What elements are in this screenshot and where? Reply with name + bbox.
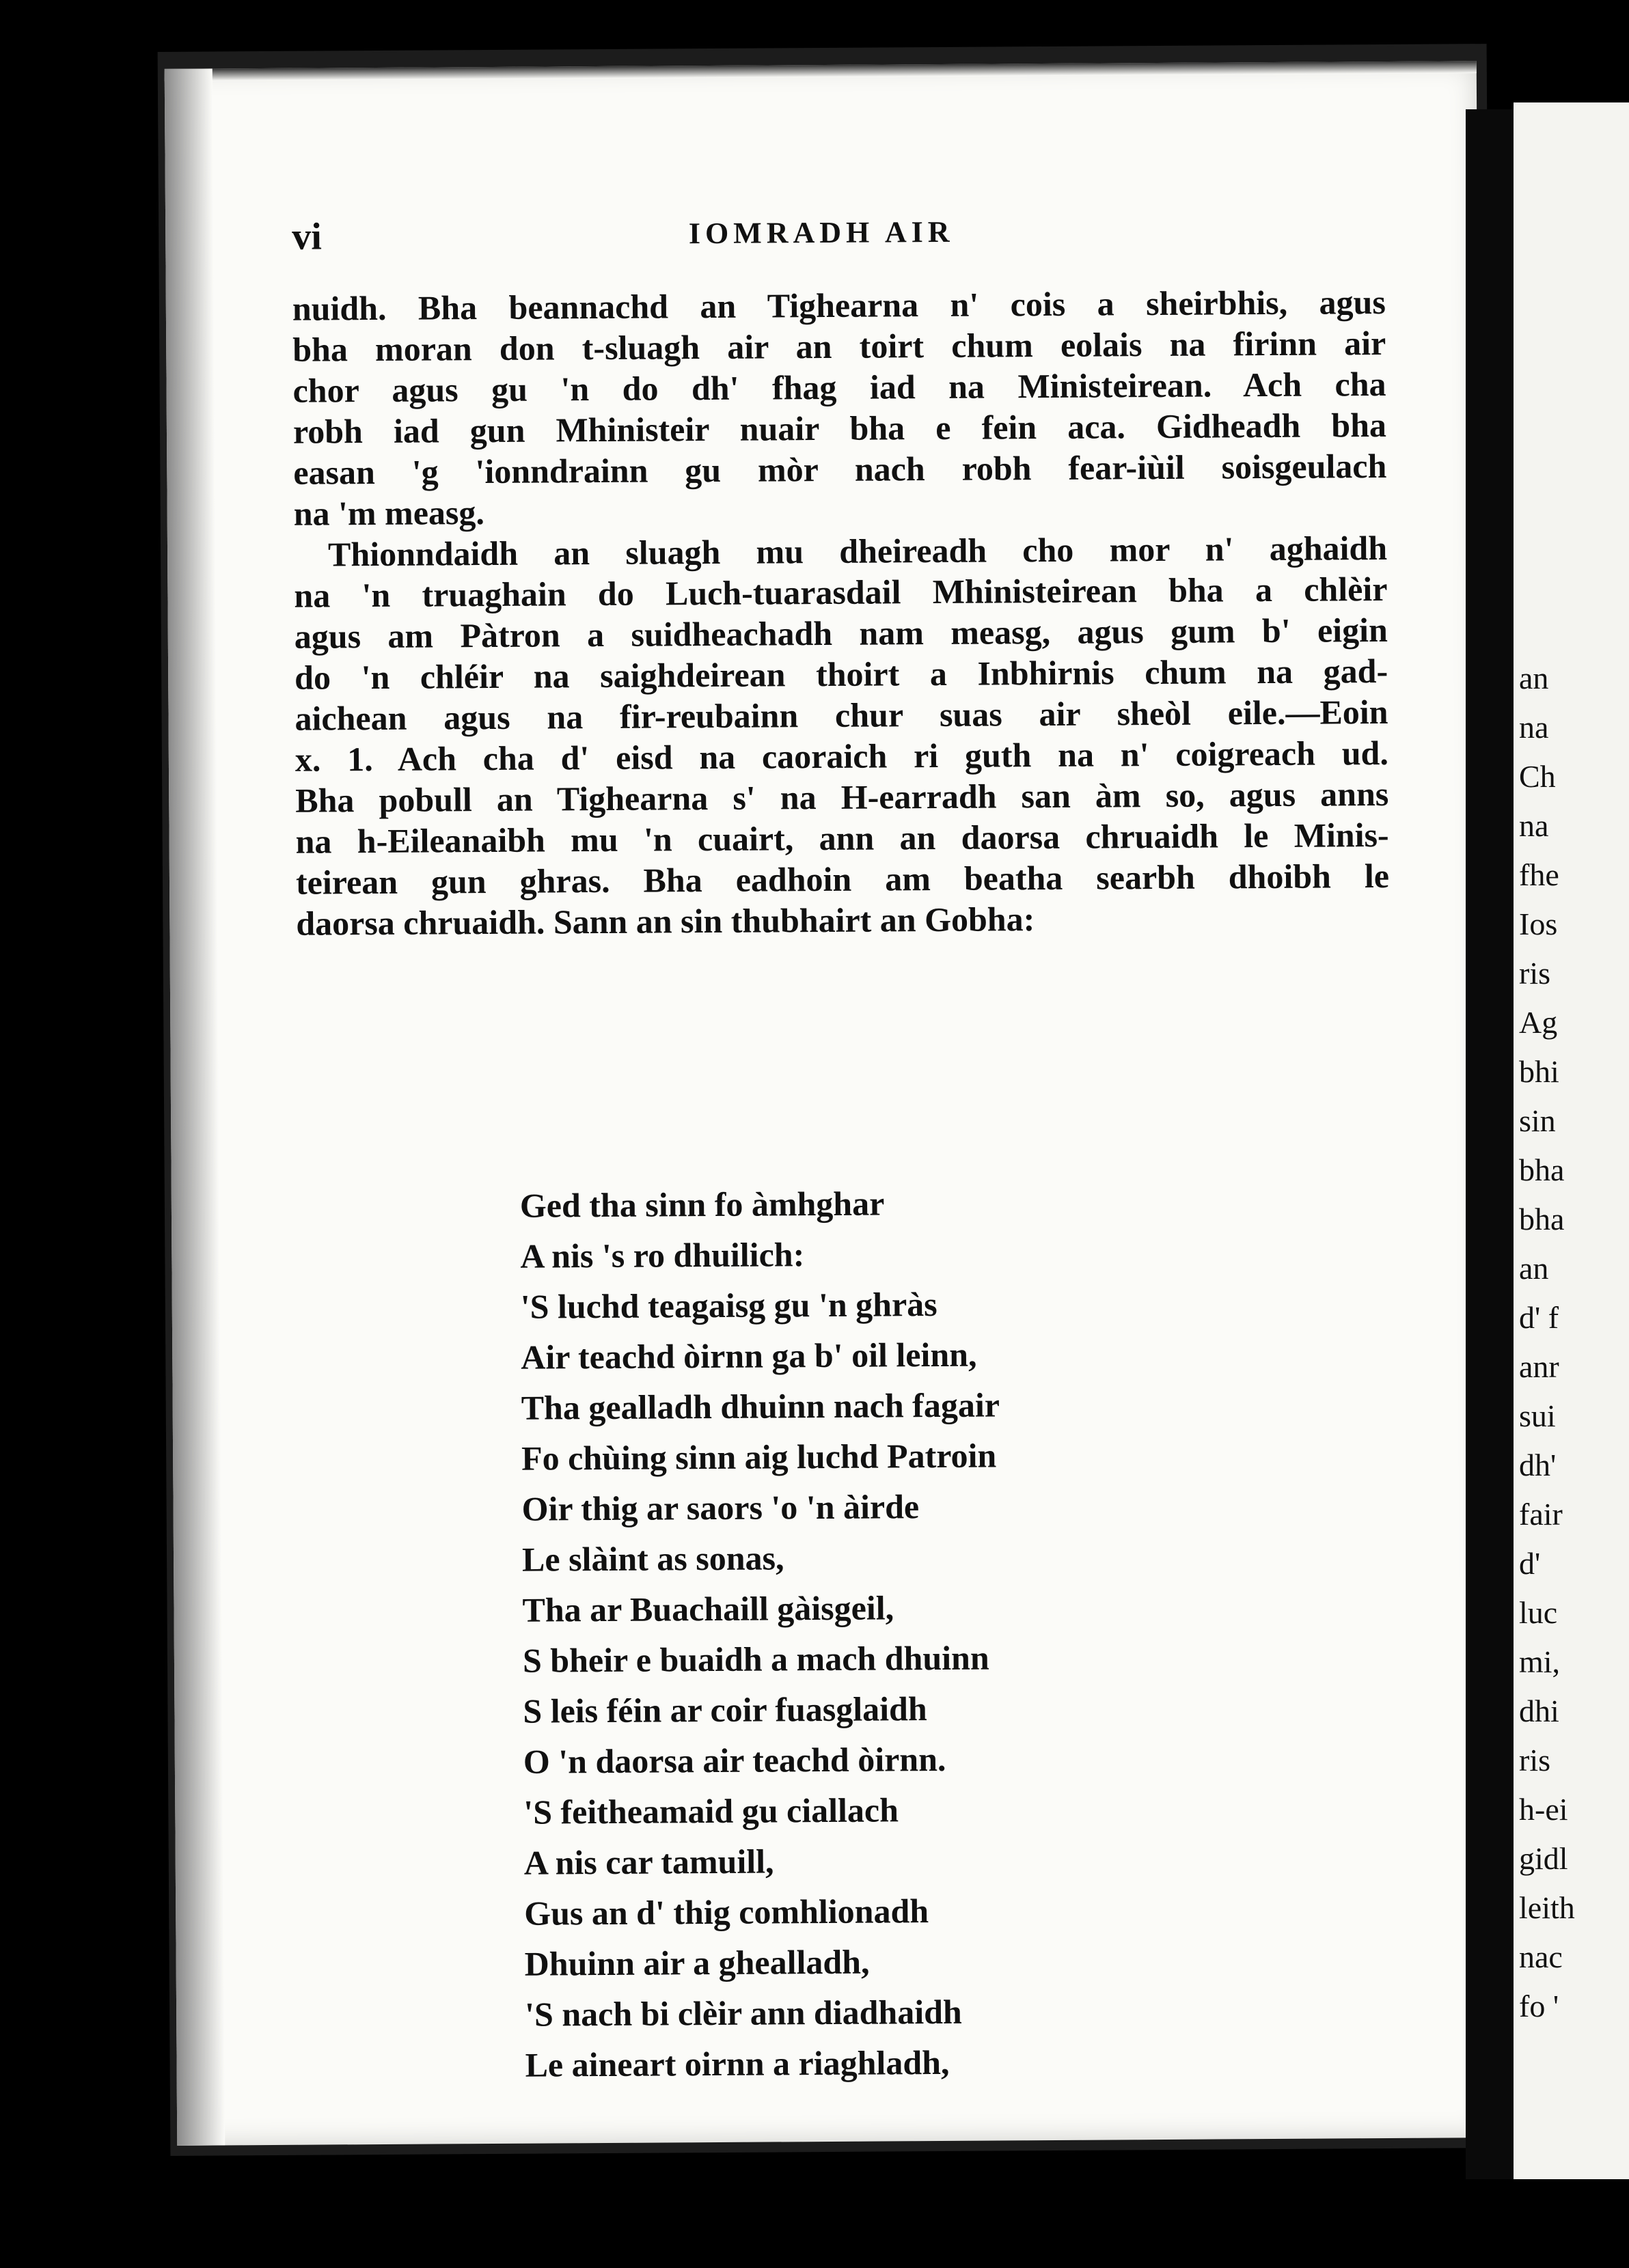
facing-page-fragment: dh'	[1519, 1448, 1557, 1482]
verse-line: 'S feitheamaid gu ciallach	[523, 1790, 899, 1831]
facing-page-fragment: d'	[1519, 1546, 1541, 1581]
verse-line: A nis car tamuill,	[523, 1842, 774, 1882]
text-line: robh iad gun Mhinisteir nuair bha e fein aca. Gidheadh bha	[292, 405, 1387, 451]
verse-line: Oir thig ar saors 'o 'n àirde	[521, 1487, 920, 1528]
text-line: na 'n truaghain do Luch-tuarasdail Mhinisteirean bha a chlèir	[294, 569, 1388, 615]
verse-line: O 'n daorsa air teachd òirnn.	[523, 1739, 946, 1781]
facing-page-fragment: bhi	[1519, 1054, 1559, 1089]
verse-line: Air teachd òirnn ga b' oil leinn,	[521, 1335, 977, 1377]
verse-line: 'S luchd teagaisg gu 'n ghràs	[520, 1285, 937, 1326]
facing-page-fragment: an	[1519, 1251, 1549, 1286]
facing-page-fragment: an	[1519, 661, 1549, 695]
verse-block	[520, 1176, 1277, 2090]
facing-page-fragment: anr	[1519, 1349, 1559, 1384]
facing-page-fragment: bha	[1519, 1152, 1565, 1187]
facing-page-fragment: na	[1519, 808, 1549, 843]
facing-page-fragment: h-ei	[1519, 1792, 1568, 1827]
facing-page-fragment: bha	[1519, 1202, 1565, 1236]
left-page	[165, 61, 1490, 2146]
verse-line: S leis féin ar coir fuasglaidh	[523, 1689, 927, 1730]
verse-line: 'S nach bi clèir ann diadhaidh	[524, 1992, 962, 2034]
page-number: vi	[292, 215, 322, 258]
verse-line: Le aineart oirnn a riaghladh,	[525, 2043, 950, 2084]
facing-page-fragment: sin	[1519, 1103, 1556, 1138]
facing-page-fragment: mi,	[1519, 1644, 1561, 1679]
verse-line: Gus an d' thig comhlionadh	[524, 1892, 929, 1933]
prose-text	[292, 281, 1390, 944]
text-line: agus am Pàtron a suidheachadh nam measg, agus gum b' eigin	[294, 610, 1388, 656]
verse-line: A nis 's ro dhuilich:	[520, 1235, 805, 1275]
facing-page-edge	[1514, 102, 1629, 2179]
text-line: teirean gun ghras. Bha eadhoin am beatha searbh dhoibh le	[295, 856, 1390, 902]
text-line: Thionndaidh an sluagh mu dheireadh cho mor n' aghaidh	[327, 528, 1388, 574]
facing-page-fragment: Ag	[1519, 1005, 1558, 1040]
facing-page-fragment: na	[1519, 710, 1549, 745]
facing-page-fragment: gidl	[1519, 1841, 1568, 1876]
facing-page-fragment: ris	[1519, 956, 1550, 991]
verse-line: Le slàint as sonas,	[521, 1538, 784, 1579]
text-line: aichean agus na fir-reubainn chur suas air sheòl eile.—Eoin	[295, 692, 1388, 738]
paragraph-2	[294, 527, 1390, 944]
page-header	[165, 208, 1477, 271]
book-gutter	[1466, 109, 1514, 2179]
text-line: chor agus gu 'n do dh' fhag iad na Ministeirean. Ach cha	[292, 364, 1386, 410]
facing-page-fragment: dhi	[1519, 1693, 1559, 1728]
verse-line: Tha gealladh dhuinn nach fagair	[521, 1385, 1000, 1427]
facing-page-fragment: sui	[1519, 1398, 1556, 1433]
verse-line: S bheir e buaidh a mach dhuinn	[522, 1638, 989, 1680]
text-line: na h-Eileanaibh mu 'n cuairt, ann an daorsa chruaidh le Minis-	[295, 815, 1389, 861]
running-title: IOMRADH AIR	[688, 215, 955, 251]
text-line: do 'n chléir na saighdeirean thoirt a Inbhirnis chum na gad-	[295, 651, 1388, 697]
facing-page-fragment: ris	[1519, 1743, 1550, 1778]
facing-page-fragment: luc	[1519, 1595, 1558, 1630]
verse-line: Ged tha sinn fo àmhghar	[519, 1184, 885, 1225]
facing-page-fragment: leith	[1519, 1890, 1575, 1925]
facing-page-fragment: nac	[1519, 1939, 1563, 1974]
verse-line: Tha ar Buachaill gàisgeil,	[522, 1588, 894, 1629]
facing-page-fragment: Ios	[1519, 907, 1558, 941]
text-line: x. 1. Ach cha d' eisd na caoraich ri guth na n' coigreach ud.	[295, 733, 1389, 779]
verse-line: Fo chùing sinn aig luchd Patroin	[521, 1436, 997, 1478]
text-line: bha moran don t-sluagh air an toirt chum eolais na firinn air	[292, 323, 1386, 369]
facing-page-fragment: Ch	[1519, 759, 1556, 794]
verse-line: Dhuinn air a ghealladh,	[524, 1942, 870, 1983]
facing-page-fragment: fair	[1519, 1497, 1563, 1532]
text-line: nuidh. Bha beannachd an Tighearna n' cois a sheirbhis, agus	[292, 282, 1386, 328]
facing-page-fragment: d' f	[1519, 1300, 1559, 1335]
text-line: Bha pobull an Tighearna s' na H-earradh san àm so, agus anns	[295, 774, 1389, 820]
facing-page-fragment: fo '	[1519, 1989, 1559, 2023]
facing-page-fragment: fhe	[1519, 857, 1559, 892]
text-line: na 'm measg.	[293, 493, 485, 533]
paragraph-1	[292, 281, 1387, 534]
text-line: easan 'g 'ionndrainn gu mòr nach robh fear-iùil soisgeulach	[293, 446, 1387, 492]
text-line: daorsa chruaidh. Sann an sin thubhairt an Gobha:	[296, 900, 1035, 943]
